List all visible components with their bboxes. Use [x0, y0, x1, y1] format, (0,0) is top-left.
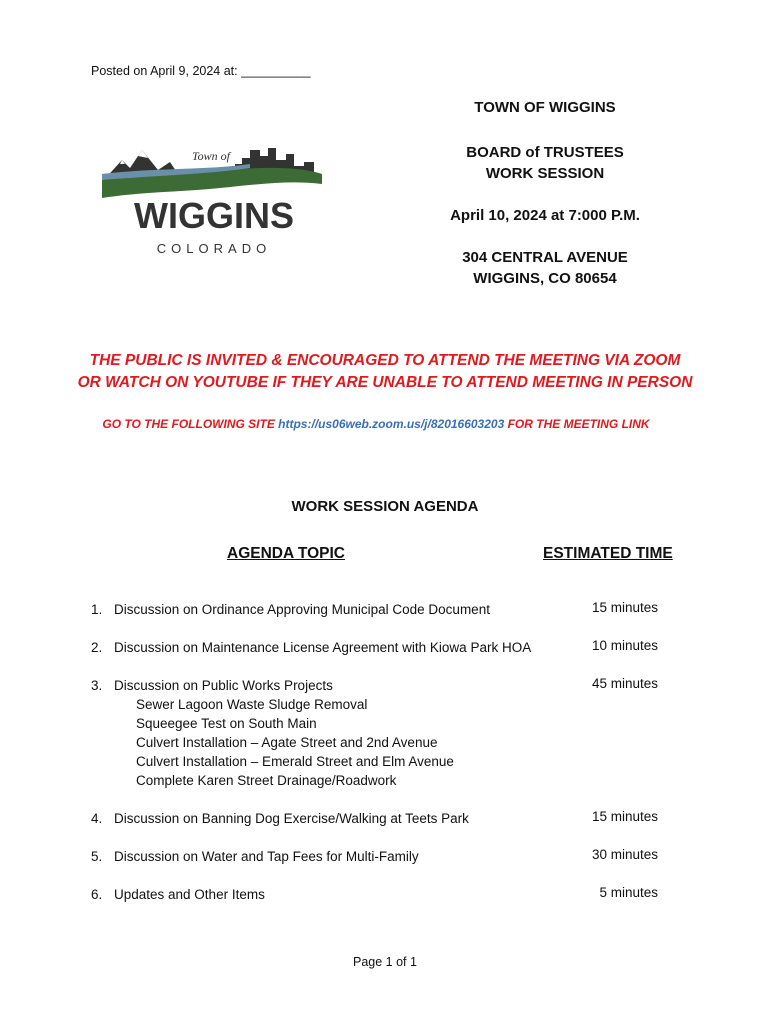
board-title: BOARD of TRUSTEES: [466, 144, 624, 161]
logo-town-of: Town of: [192, 149, 230, 163]
sub-item: Complete Karen Street Drainage/Roadwork: [136, 773, 397, 788]
sub-item: Squeegee Test on South Main: [136, 716, 317, 731]
agenda-item-2-time: 10 minutes: [591, 638, 658, 653]
agenda-item-6: 6. Updates and Other Items: [91, 887, 265, 902]
town-title: TOWN OF WIGGINS: [474, 99, 616, 116]
session-title: WORK SESSION: [485, 165, 605, 182]
posted-date: Posted on April 9, 2024 at: __________: [91, 64, 311, 78]
agenda-item-4: 4. Discussion on Banning Dog Exercise/Walking at Teets Park: [91, 811, 469, 826]
site-suffix: FOR THE MEETING LINK: [504, 417, 650, 431]
notice-line-2: OR WATCH ON YOUTUBE IF THEY ARE UNABLE TO ATTEND MEETING IN PERSON: [77, 374, 693, 391]
agenda-item-5: 5. Discussion on Water and Tap Fees for Multi-Family: [91, 849, 419, 864]
column-header-time: ESTIMATED TIME: [543, 545, 673, 562]
sub-item: Sewer Lagoon Waste Sludge Removal: [136, 697, 368, 712]
agenda-item-2: 2. Discussion on Maintenance License Agreement with Kiowa Park HOA: [91, 640, 532, 655]
sub-item: Culvert Installation – Emerald Street and Elm Avenue: [136, 754, 454, 769]
address-line-1: 304 CENTRAL AVENUE: [462, 249, 628, 266]
sub-item: Culvert Installation – Agate Street and 2nd Avenue: [136, 735, 438, 750]
column-header-topic: AGENDA TOPIC: [227, 545, 345, 562]
logo-name: WIGGINS: [134, 195, 294, 236]
meeting-datetime: April 10, 2024 at 7:000 P.M.: [450, 207, 640, 224]
agenda-item-3-time: 45 minutes: [591, 676, 658, 691]
meeting-site-line: [0, 417, 752, 431]
agenda-item-6-time: 5 minutes: [599, 885, 658, 900]
page-footer: Page 1 of 1: [353, 955, 417, 969]
agenda-item-1-time: 15 minutes: [591, 600, 658, 615]
wiggins-logo: [100, 140, 328, 260]
agenda-item-4-time: 15 minutes: [591, 809, 658, 824]
notice-line-1: THE PUBLIC IS INVITED & ENCOURAGED TO ATTEND THE MEETING VIA ZOOM: [89, 352, 681, 369]
agenda-item-1: 1. Discussion on Ordinance Approving Municipal Code Document: [91, 602, 490, 617]
agenda-item-5-time: 30 minutes: [591, 847, 658, 862]
agenda-item-3: 3. Discussion on Public Works Projects: [91, 678, 333, 693]
address-line-2: WIGGINS, CO 80654: [473, 270, 617, 287]
zoom-link[interactable]: https://us06web.zoom.us/j/82016603203: [278, 417, 505, 431]
agenda-title: WORK SESSION AGENDA: [291, 498, 479, 515]
logo-state: COLORADO: [156, 241, 272, 256]
site-prefix: GO TO THE FOLLOWING SITE: [102, 417, 279, 431]
